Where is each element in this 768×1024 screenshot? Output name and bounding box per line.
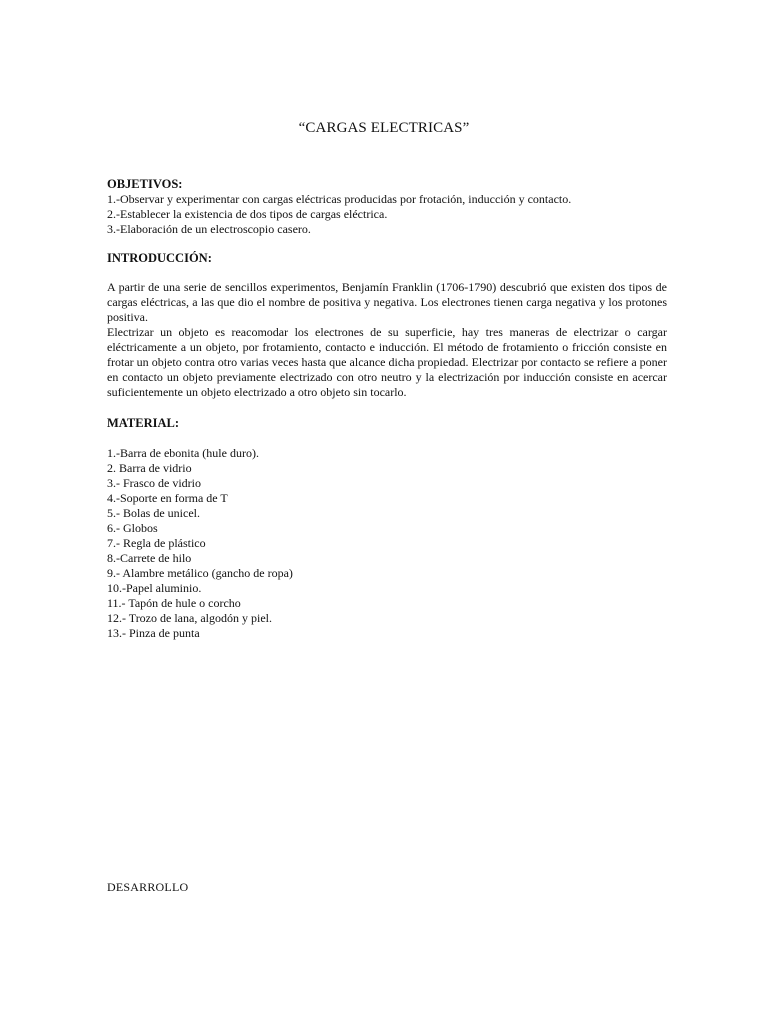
objetivo-item-3: 3.-Elaboración de un electroscopio casero. [107,222,311,236]
material-item: 9.- Alambre metálico (gancho de ropa) [107,566,293,580]
material-item: 12.- Trozo de lana, algodón y piel. [107,611,272,625]
introduccion-body [107,280,667,400]
material-item: 3.- Frasco de vidrio [107,476,201,490]
material-item: 8.-Carrete de hilo [107,551,192,565]
introduccion-paragraph-1: A partir de una serie de sencillos experimentos, Benjamín Franklin (1706-1790) descubrió que existen dos tipos de cargas eléctricas, a las que dio el nombre de positiva y negativa. Los electrones tienen carga negativa y los protones positiva. [107,280,667,324]
desarrollo-heading: DESARROLLO [107,880,189,894]
material-item: 13.- Pinza de punta [107,626,200,640]
objetivo-item-2: 2.-Establecer la existencia de dos tipos de cargas eléctrica. [107,207,388,221]
material-item: 7.- Regla de plástico [107,536,206,550]
material-list [107,446,667,641]
material-heading: MATERIAL: [107,416,179,430]
objetivo-item-1: 1.-Observar y experimentar con cargas eléctricas producidas por frotación, inducción y contacto. [107,192,572,206]
material-item: 2. Barra de vidrio [107,461,192,475]
material-item: 1.-Barra de ebonita (hule duro). [107,446,259,460]
introduccion-paragraph-2: Electrizar un objeto es reacomodar los electrones de su superficie, hay tres maneras de electrizar o cargar eléctricamente a un objeto, por frotamiento, contacto e inducción. El método de frotamiento o fricción consiste en frotar un objeto contra otro varias veces hasta que alcance dicha propiedad. Electrizar por contacto se refiere a poner en contacto un objeto previamente electrizado con otro neutro y la electrización por inducción consiste en acercar suficientemente un objeto electrizado a otro objeto sin tocarlo. [107,325,667,399]
objetivos-list [107,192,667,237]
document-title: “CARGAS ELECTRICAS” [298,120,470,136]
material-item: 11.- Tapón de hule o corcho [107,596,241,610]
material-item: 4.-Soporte en forma de T [107,491,228,505]
material-item: 5.- Bolas de unicel. [107,506,200,520]
material-item: 10.-Papel aluminio. [107,581,202,595]
material-item: 6.- Globos [107,521,158,535]
objetivos-heading: OBJETIVOS: [107,177,183,191]
introduccion-heading: INTRODUCCIÓN: [107,251,212,265]
